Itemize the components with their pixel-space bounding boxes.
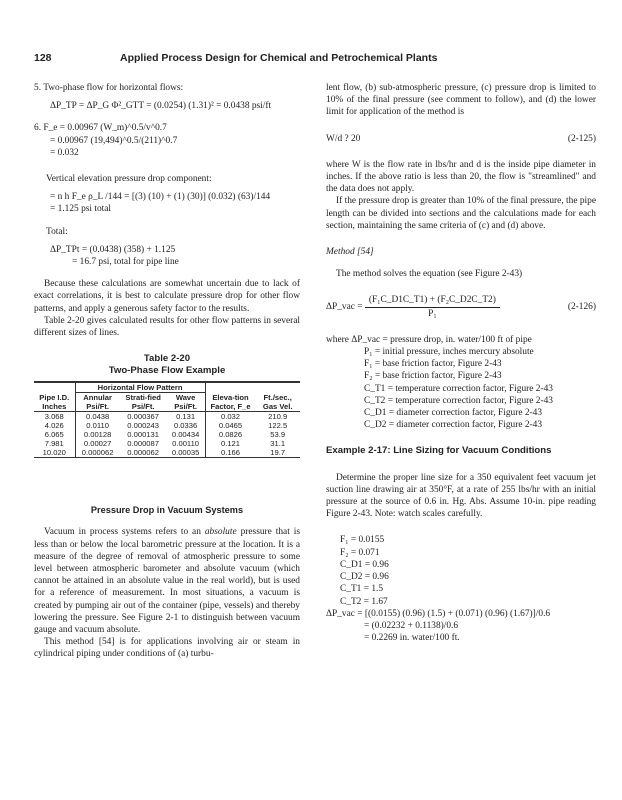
table-cell: 122.5 (268, 421, 288, 431)
value-item: C_D1 = 0.96 (340, 559, 389, 570)
equation-2-126-numerator: (F₁C_D1C_T1) + (F₂C_D2C_T2) (365, 294, 500, 307)
table-row (34, 439, 300, 448)
table-row (34, 412, 300, 422)
table-cell: 0.0826 (218, 430, 243, 440)
vacuum-paragraph-1-emphasis: absolute (204, 527, 237, 538)
col-header-wave: Wave Psi/Ft. (167, 393, 206, 412)
vertical-equation-a: = n h F_e ρ_L /144 = [(3) (10) + (1) (30)] (0.032) (63)/144 (50, 192, 271, 203)
total-label: Total: (46, 226, 68, 237)
flow-table (34, 381, 300, 458)
table-cell: 3.068 (44, 412, 64, 422)
value-item: F₂ = 0.071 (340, 547, 380, 558)
col-header-pipe-id: Pipe I.D. Inches (34, 393, 75, 412)
value-item: C_T2 = 1.67 (340, 596, 388, 607)
table-cell: 0.00128 (75, 430, 120, 439)
page-header (34, 52, 594, 68)
vertical-equation-b: = 1.125 psi total (50, 204, 112, 215)
vacuum-paragraph-2: This method [54] is for applications involving air or steam in cylindrical piping under conditions of (a) turbu- (34, 637, 300, 660)
table-cell: 6.065 (44, 430, 64, 440)
left-column (34, 82, 300, 661)
result-equation-a: ΔP_vac = [(0.0155) (0.96) (1.5) + (0.071) (0.96) (1.67)]/0.6 (326, 608, 551, 619)
table-cell: 0.000243 (127, 421, 159, 431)
table-cell: 53.9 (270, 430, 286, 440)
col-header-stratified: Strati-fied Psi/Ft. (120, 393, 167, 412)
value-item: C_D2 = 0.96 (340, 572, 389, 583)
total-equation-b: = 16.7 psi, total for pipe line (72, 257, 179, 268)
vertical-elevation-label: Vertical elevation pressure drop component: (46, 174, 212, 185)
result-equation-b: = (0.02232 + 0.1138)/0.6 (364, 620, 459, 631)
definition-item: P₁ = initial pressure, inches mercury absolute (364, 347, 534, 358)
equation-2-126-body (326, 294, 500, 319)
table-cell: 0.000131 (127, 430, 159, 440)
col-header-gas-velocity: Ft./sec., Gas Vel. (255, 393, 300, 412)
equation-2-125-body: W/d ? 20 (326, 133, 361, 144)
definition-item: C_T1 = temperature correction factor, Figure 2-43 (364, 383, 553, 394)
paragraph-continued: lent flow, (b) sub-atmospheric pressure, (c) pressure drop is limited to 10% of the final pressure (see comment to follow), and (d) the lower limit for application of the method is (326, 83, 596, 118)
table-cell: 0.131 (167, 412, 206, 422)
right-column (326, 82, 596, 644)
paragraph-where-w: where W is the flow rate in lbs/hr and d is the inside pipe diameter in inches. If the above ratio is less than 20, the flow is "streamlined" and the data does not apply. (326, 159, 596, 195)
table-cell: 7.981 (44, 439, 64, 449)
method-paragraph: The method solves the equation (see Figure 2-43) (336, 269, 523, 280)
step-6-equation-c: = 0.032 (50, 147, 79, 158)
table-cell: 10.020 (42, 448, 66, 458)
table-cell: 4.026 (44, 421, 64, 431)
result-equation-c: = 0.2269 in. water/100 ft. (364, 633, 460, 644)
two-phase-equation: ΔP_TP = ΔP_G Φ²_GTT = (0.0254) (1.31)² = 0.0438 psi/ft (50, 101, 272, 112)
table-cell: 0.00434 (167, 430, 206, 439)
definition-item: F₂ = base friction factor, Figure 2-43 (364, 371, 502, 382)
table-cell: 0.0465 (218, 421, 243, 431)
running-title: Applied Process Design for Chemical and Petrochemical Plants (120, 52, 438, 64)
example-heading: Example 2-17: Line Sizing for Vacuum Conditions (326, 445, 552, 457)
section-heading: Pressure Drop in Vacuum Systems (90, 505, 244, 516)
equation-2-126-number: (2-126) (567, 302, 596, 313)
paragraph-uncertain: Because these calculations are somewhat uncertain due to lack of exact correlations, it is best to calculate pressure drop for other flow patterns, and apply a generous safety factor to the results. (34, 279, 300, 314)
group-header: Horizontal Flow Pattern (75, 382, 205, 393)
equation-2-126-fraction (365, 294, 500, 319)
col-header-annular: Annular Psi/Ft. (75, 393, 120, 412)
definition-item: C_D1 = diameter correction factor, Figure 2-43 (364, 408, 543, 419)
value-item: F₁ = 0.0155 (340, 535, 385, 546)
value-item: C_T1 = 1.5 (340, 584, 384, 595)
vacuum-paragraph-1-pre: Vacuum in process systems refers to an (44, 527, 205, 538)
equation-2-125 (326, 133, 596, 145)
definitions-list (326, 334, 596, 432)
table-cell: 0.121 (220, 439, 240, 449)
definition-item: F₁ = base friction factor, Figure 2-43 (364, 359, 502, 370)
equation-2-126 (326, 294, 596, 319)
table-cell: 19.7 (270, 448, 286, 458)
table-row (34, 430, 300, 439)
table-cell: 31.1 (270, 439, 286, 449)
table-row (34, 448, 300, 458)
table-cell: 0.000087 (127, 439, 159, 449)
table-cell: 0.000367 (127, 412, 159, 422)
table-cell: 0.0336 (167, 421, 206, 430)
table-2-20 (34, 353, 300, 458)
example-values (326, 534, 596, 607)
definition-lead: where ΔP_vac = pressure drop, in. water/100 ft of pipe (326, 334, 532, 345)
table-body (34, 412, 300, 458)
table-cell: 210.9 (268, 412, 288, 422)
table-cell: 0.00110 (167, 439, 206, 448)
method-label: Method [54] (326, 247, 374, 258)
total-equation-a: ΔP_TPt = (0.0438) (358) + 1.125 (50, 244, 176, 255)
table-cell: 0.0438 (75, 412, 120, 422)
equation-2-126-lhs: ΔP_vac = (326, 302, 363, 313)
page-number: 128 (34, 52, 52, 64)
table-cell: 0.032 (220, 412, 240, 422)
paragraph-if-greater: If the pressure drop is greater than 10% of the final pressure, the pipe length can be divided into sections and the calculations made for each section, maintaining the same criteria of (c) and (d) above. (326, 196, 596, 231)
vacuum-paragraph-1 (34, 526, 300, 636)
table-cell: 0.166 (220, 448, 240, 458)
step-6-equation-a: 6. F_e = 0.00967 (W_m)^0.5/v^0.7 (34, 123, 167, 134)
equation-2-126-denominator: P₁ (428, 308, 437, 319)
table-number: Table 2-20 (143, 353, 191, 365)
table-cell: 0.000062 (127, 448, 159, 458)
table-cell: 0.0110 (75, 421, 120, 430)
paragraph-table-ref: Table 2-20 gives calculated results for other flow patterns in several different sizes of lines. (34, 315, 300, 339)
table-cell: 0.00027 (75, 439, 120, 448)
step-6-equation-b: = 0.00967 (19,494)^0.5/(211)^0.7 (50, 135, 178, 146)
definition-item: C_T2 = temperature correction factor, Figure 2-43 (364, 395, 553, 406)
table-title: Two-Phase Flow Example (108, 365, 226, 377)
table-cell: 0.00035 (167, 448, 206, 458)
example-paragraph: Determine the proper line size for a 350 equivalent feet vacuum jet suction line drawing air at 350°F, at a rate of 255 lbs/hr with an initial pressure at the source of 0.6 in. Hg. Abs. Assume 10-in. pipe reading Figure 2-43. Note: watch scales carefully. (326, 472, 596, 520)
table-cell: 0.000062 (75, 448, 120, 458)
definition-item: C_D2 = diameter correction factor, Figure 2-43 (364, 420, 543, 431)
col-header-elevation: Eleva-tion Factor, F_e (205, 393, 255, 412)
equation-2-125-number: (2-125) (567, 133, 596, 144)
step-5-label: 5. Two-phase flow for horizontal flows: (34, 83, 184, 93)
vacuum-paragraph-1-post: pressure that is less than or below the local barometric pressure at the location. It is a measure of the degree of removal of atmospheric pressure to some level between atmospheric barometer and absolute vacuum (which cannot be attained in an absolute value in the real world), but is used for a reference of measurement. In most situations, a vacuum is created by pumping air out of the container (pipe, vessels) and thereby lowering the pressure. See Figure 2-1 to distinguish between vacuum gauge and vacuum absolute. (34, 527, 300, 636)
table-row (34, 421, 300, 430)
